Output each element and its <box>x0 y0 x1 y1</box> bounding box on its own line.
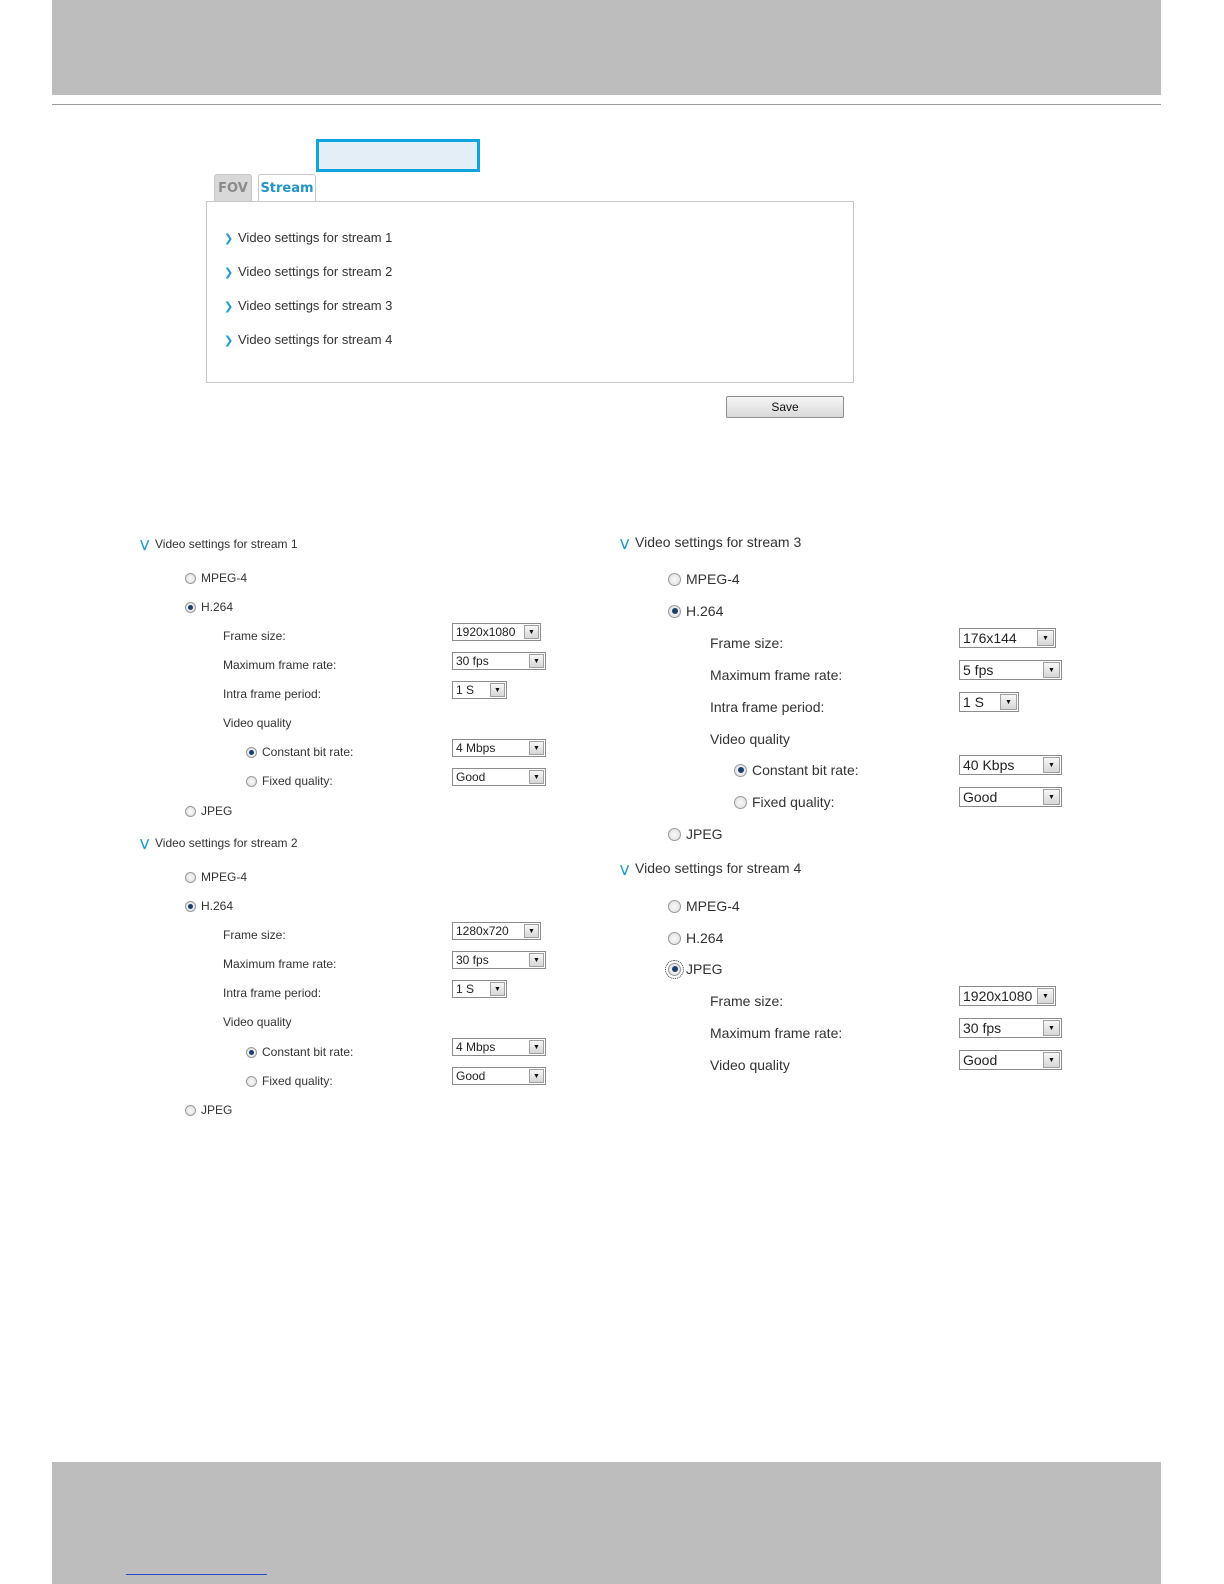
dropdown-arrow-icon: ▼ <box>524 625 539 639</box>
max-frame-rate-label: Maximum frame rate: <box>223 957 337 971</box>
radio-selected-icon[interactable] <box>734 764 747 777</box>
stream-link-1[interactable] <box>224 230 392 245</box>
dropdown-arrow-icon: ▼ <box>1043 662 1060 678</box>
stream-link-4[interactable] <box>224 332 392 347</box>
stream-4-frame-size-select[interactable] <box>959 986 1056 1006</box>
stream-1-h264-option[interactable] <box>185 600 233 614</box>
radio-selected-icon[interactable] <box>185 602 196 613</box>
footer-band <box>52 1462 1161 1584</box>
mpeg4-label: MPEG-4 <box>201 870 248 884</box>
stream-3-header[interactable] <box>620 534 801 550</box>
radio-selected-icon[interactable] <box>246 747 257 758</box>
select-value: 30 fps <box>456 953 489 967</box>
stream-2-h264-option[interactable] <box>185 899 233 913</box>
cbr-label: Constant bit rate: <box>262 745 354 759</box>
dropdown-arrow-icon: ▼ <box>529 1040 544 1054</box>
h264-label: H.264 <box>686 603 724 619</box>
stream-3-bit-rate-select[interactable] <box>959 755 1062 775</box>
max-frame-rate-label: Maximum frame rate: <box>710 667 843 683</box>
radio-icon[interactable] <box>185 872 196 883</box>
radio-icon[interactable] <box>668 828 681 841</box>
max-frame-rate-label: Maximum frame rate: <box>710 1025 843 1041</box>
radio-selected-icon[interactable] <box>246 1047 257 1058</box>
footer-link-underline[interactable] <box>126 1574 267 1575</box>
stream-1-bit-rate-select[interactable] <box>452 739 546 757</box>
video-quality-label: Video quality <box>223 716 292 730</box>
radio-icon[interactable] <box>668 900 681 913</box>
select-value: 30 fps <box>456 654 489 668</box>
chevron-down-icon: ⋁ <box>620 864 630 876</box>
header-divider <box>52 104 1161 105</box>
stream-2-intra-period-select[interactable] <box>452 980 507 998</box>
dropdown-arrow-icon: ▼ <box>529 953 544 967</box>
stream-3-h264-option[interactable] <box>668 603 723 619</box>
frame-size-label: Frame size: <box>710 635 784 651</box>
dropdown-arrow-icon: ▼ <box>1043 1052 1060 1068</box>
stream-1-header[interactable] <box>140 537 298 551</box>
stream-1-title: Video settings for stream 1 <box>155 537 298 551</box>
mpeg4-label: MPEG-4 <box>686 571 740 587</box>
stream-3-title: Video settings for stream 3 <box>635 534 802 550</box>
h264-label: H.264 <box>201 600 234 614</box>
select-value: 5 fps <box>963 662 994 678</box>
header-band <box>52 0 1161 95</box>
radio-icon[interactable] <box>246 1076 257 1087</box>
select-value: 4 Mbps <box>456 741 496 755</box>
video-quality-label: Video quality <box>710 1057 790 1073</box>
chevron-right-icon: ❯ <box>224 267 234 279</box>
stream-4-title: Video settings for stream 4 <box>635 860 802 876</box>
chevron-right-icon: ❯ <box>224 335 234 347</box>
stream-2-frame-rate-select[interactable] <box>452 951 546 969</box>
dropdown-arrow-icon: ▼ <box>490 982 505 996</box>
select-value: 30 fps <box>963 1020 1002 1036</box>
stream-link-label: Video settings for stream 4 <box>238 332 393 347</box>
stream-1-intra-period-select[interactable] <box>452 681 507 699</box>
radio-selected-icon[interactable] <box>668 963 681 976</box>
select-value: Good <box>963 789 998 805</box>
radio-icon[interactable] <box>734 796 747 809</box>
chevron-right-icon: ❯ <box>224 233 234 245</box>
stream-2-frame-size-select[interactable] <box>452 922 541 940</box>
stream-1-jpeg-option[interactable] <box>185 804 232 818</box>
stream-2-header[interactable] <box>140 836 298 850</box>
max-frame-rate-label: Maximum frame rate: <box>223 658 337 672</box>
stream-4-frame-rate-select[interactable] <box>959 1018 1062 1038</box>
radio-icon[interactable] <box>246 776 257 787</box>
stream-2-mpeg4-option[interactable] <box>185 870 247 884</box>
intra-frame-period-label: Intra frame period: <box>710 699 825 715</box>
callout-highlight-box <box>316 139 480 172</box>
fixed-quality-label: Fixed quality: <box>262 1074 333 1088</box>
frame-size-label: Frame size: <box>710 993 784 1009</box>
select-value: 1 S <box>456 982 475 996</box>
fixed-quality-label: Fixed quality: <box>262 774 333 788</box>
frame-size-label: Frame size: <box>223 629 286 643</box>
stream-link-label: Video settings for stream 3 <box>238 298 393 313</box>
stream-3-fixed-quality-select[interactable] <box>959 787 1062 807</box>
stream-4-header[interactable] <box>620 860 801 876</box>
save-button[interactable]: Save <box>726 396 844 418</box>
chevron-right-icon: ❯ <box>224 301 234 313</box>
stream-link-label: Video settings for stream 1 <box>238 230 393 245</box>
stream-2-bit-rate-select[interactable] <box>452 1038 546 1056</box>
select-value: Good <box>456 770 486 784</box>
stream-3-intra-period-select[interactable] <box>959 692 1019 712</box>
stream-1-fixed-quality-option[interactable] <box>246 774 333 788</box>
intra-frame-period-label: Intra frame period: <box>223 687 322 701</box>
radio-icon[interactable] <box>668 932 681 945</box>
jpeg-label: JPEG <box>686 826 723 842</box>
fixed-quality-label: Fixed quality: <box>752 794 835 810</box>
radio-icon[interactable] <box>668 573 681 586</box>
select-value: 1280x720 <box>456 924 509 938</box>
stream-1-frame-size-select[interactable] <box>452 623 541 641</box>
stream-1-frame-rate-select[interactable] <box>452 652 546 670</box>
stream-link-2[interactable] <box>224 264 392 279</box>
radio-icon[interactable] <box>185 806 196 817</box>
stream-2-fixed-quality-option[interactable] <box>246 1074 333 1088</box>
dropdown-arrow-icon: ▼ <box>1000 694 1017 710</box>
chevron-down-icon: ⋁ <box>140 539 150 551</box>
radio-icon[interactable] <box>185 573 196 584</box>
tab-stream[interactable]: Stream <box>258 174 316 203</box>
select-value: 40 Kbps <box>963 757 1015 773</box>
radio-selected-icon[interactable] <box>668 605 681 618</box>
stream-1-fixed-quality-select[interactable] <box>452 768 546 786</box>
stream-2-fixed-quality-select[interactable] <box>452 1067 546 1085</box>
stream-2-jpeg-option[interactable] <box>185 1103 232 1117</box>
select-value: 1 S <box>963 694 985 710</box>
select-value: 1 S <box>456 683 475 697</box>
dropdown-arrow-icon: ▼ <box>529 770 544 784</box>
stream-3-frame-size-select[interactable] <box>959 628 1056 648</box>
jpeg-label: JPEG <box>201 1103 233 1117</box>
stream-3-fixed-quality-option[interactable] <box>734 794 834 810</box>
cbr-label: Constant bit rate: <box>262 1045 354 1059</box>
chevron-down-icon: ⋁ <box>140 838 150 850</box>
select-value: 1920x1080 <box>456 625 516 639</box>
chevron-down-icon: ⋁ <box>620 538 630 550</box>
dropdown-arrow-icon: ▼ <box>1037 988 1054 1004</box>
dropdown-arrow-icon: ▼ <box>1043 757 1060 773</box>
dropdown-arrow-icon: ▼ <box>1043 789 1060 805</box>
dropdown-arrow-icon: ▼ <box>524 924 539 938</box>
jpeg-label: JPEG <box>686 961 723 977</box>
stream-2-title: Video settings for stream 2 <box>155 836 298 850</box>
stream-2-cbr-option[interactable] <box>246 1045 353 1059</box>
dropdown-arrow-icon: ▼ <box>490 683 505 697</box>
stream-4-h264-option[interactable] <box>668 930 723 946</box>
tab-fov[interactable]: FOV <box>214 174 252 202</box>
h264-label: H.264 <box>686 930 724 946</box>
mpeg4-label: MPEG-4 <box>201 571 248 585</box>
video-quality-label: Video quality <box>223 1015 292 1029</box>
select-value: 4 Mbps <box>456 1040 496 1054</box>
stream-3-cbr-option[interactable] <box>734 762 859 778</box>
video-quality-label: Video quality <box>710 731 790 747</box>
radio-selected-icon[interactable] <box>185 901 196 912</box>
stream-3-mpeg4-option[interactable] <box>668 571 740 587</box>
select-value: Good <box>456 1069 486 1083</box>
h264-label: H.264 <box>201 899 234 913</box>
dropdown-arrow-icon: ▼ <box>529 654 544 668</box>
intra-frame-period-label: Intra frame period: <box>223 986 322 1000</box>
stream-4-jpeg-option[interactable] <box>668 961 723 977</box>
frame-size-label: Frame size: <box>223 928 286 942</box>
stream-3-jpeg-option[interactable] <box>668 826 723 842</box>
dropdown-arrow-icon: ▼ <box>529 1069 544 1083</box>
stream-4-video-quality-select[interactable] <box>959 1050 1062 1070</box>
stream-1-mpeg4-option[interactable] <box>185 571 247 585</box>
jpeg-label: JPEG <box>201 804 233 818</box>
select-value: 1920x1080 <box>963 988 1033 1004</box>
dropdown-arrow-icon: ▼ <box>1043 1020 1060 1036</box>
select-value: 176x144 <box>963 630 1017 646</box>
stream-link-3[interactable] <box>224 298 392 313</box>
stream-1-cbr-option[interactable] <box>246 745 353 759</box>
dropdown-arrow-icon: ▼ <box>1037 630 1054 646</box>
stream-tab-panel <box>206 201 854 383</box>
select-value: Good <box>963 1052 998 1068</box>
mpeg4-label: MPEG-4 <box>686 898 740 914</box>
stream-3-frame-rate-select[interactable] <box>959 660 1062 680</box>
dropdown-arrow-icon: ▼ <box>529 741 544 755</box>
cbr-label: Constant bit rate: <box>752 762 859 778</box>
stream-link-label: Video settings for stream 2 <box>238 264 393 279</box>
radio-icon[interactable] <box>185 1105 196 1116</box>
stream-4-mpeg4-option[interactable] <box>668 898 740 914</box>
